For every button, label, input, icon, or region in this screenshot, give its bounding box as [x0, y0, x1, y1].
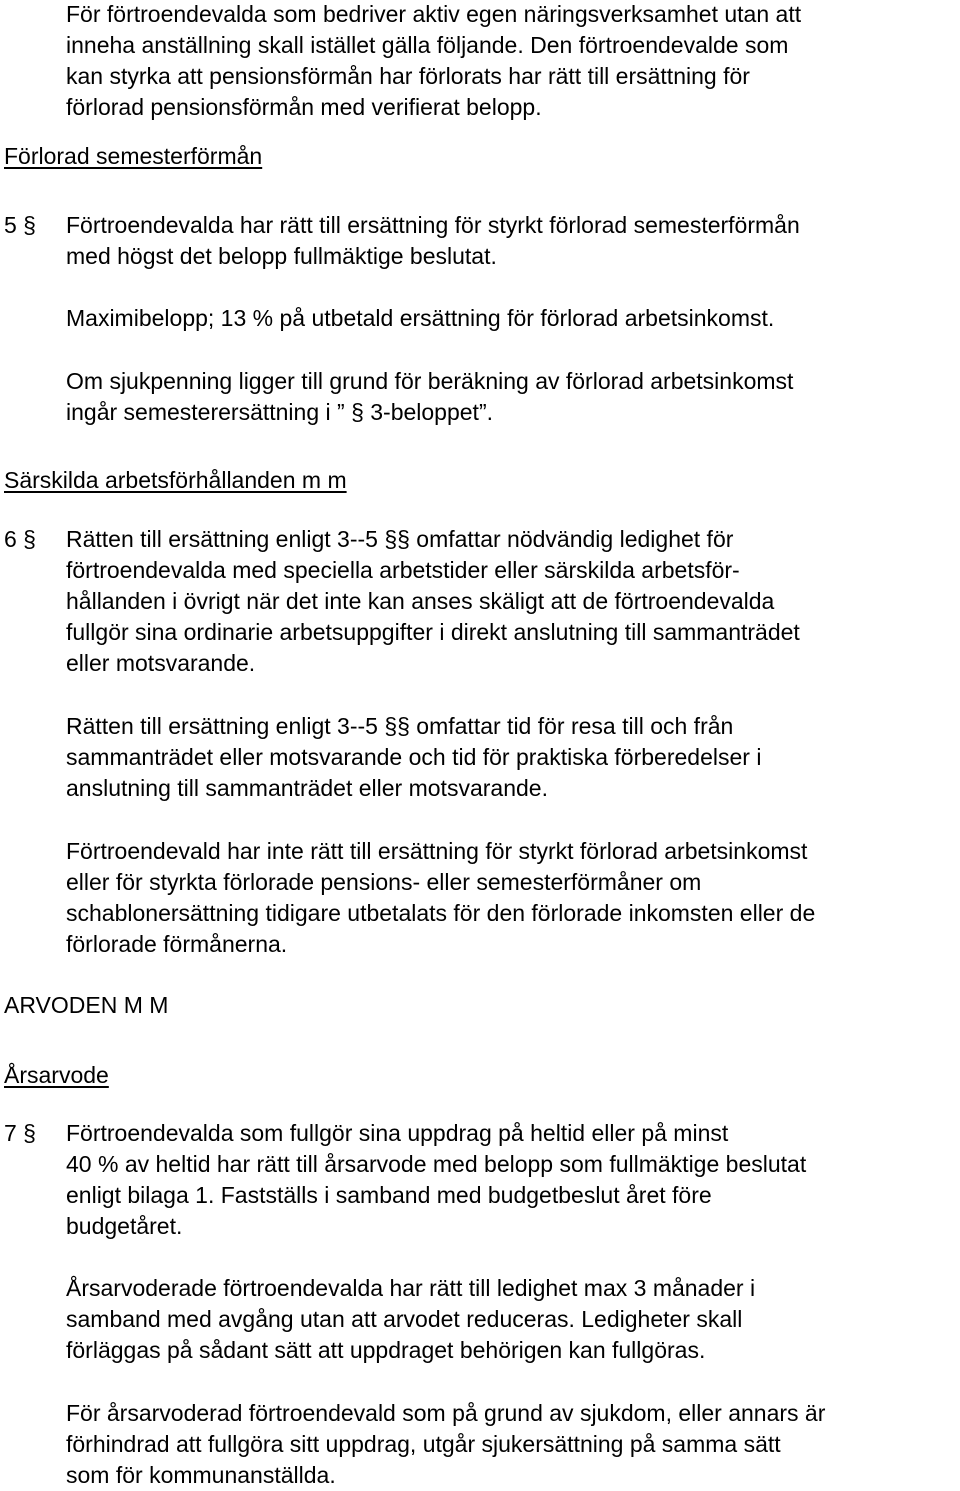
text-line: schablonersättning tidigare utbetalats för den förlorade inkomsten eller de — [66, 900, 816, 926]
flat-rate-paragraph — [66, 836, 956, 960]
text-line: anslutning till sammanträdet eller motsvarande. — [66, 775, 548, 801]
paragraph-number: 7 § — [4, 1120, 36, 1146]
text-line: med högst det belopp fullmäktige beslutat. — [66, 243, 497, 269]
sick-compensation-paragraph — [66, 1398, 956, 1491]
text-line: hållanden i övrigt när det inte kan anses skäligt att de förtroendevalda — [66, 588, 775, 614]
section6-paragraph — [66, 524, 956, 679]
text-line: förlorad pensionsförmån med verifierat belopp. — [66, 94, 542, 120]
section-heading-semester: Förlorad semesterförmån — [4, 143, 263, 169]
max-amount-paragraph — [66, 303, 956, 334]
text-line: förtroendevalda med speciella arbetstider eller särskilda arbetsför- — [66, 557, 740, 583]
text-line: budgetåret. — [66, 1213, 183, 1239]
text-line: samband med avgång utan att arvodet reduceras. Ledigheter skall — [66, 1306, 743, 1332]
text-line: Förtroendevalda som fullgör sina uppdrag på heltid eller på minst — [66, 1120, 729, 1146]
paragraph-number: 6 § — [4, 526, 36, 552]
leave-paragraph — [66, 1273, 956, 1366]
text-line: Årsarvoderade förtroendevalda har rätt till ledighet max 3 månader i — [66, 1275, 756, 1301]
section5-paragraph — [66, 210, 956, 272]
text-line: Förtroendevald har inte rätt till ersättning för styrkt förlorad arbetsinkomst — [66, 838, 808, 864]
text-line: Om sjukpenning ligger till grund för beräkning av förlorad arbetsinkomst — [66, 368, 794, 394]
text-line: ingår semesterersättning i ” § 3-beloppet”. — [66, 399, 493, 425]
text-line: förläggas på sådant sätt att uppdraget behörigen kan fullgöras. — [66, 1337, 706, 1363]
text-line: För förtroendevalda som bedriver aktiv egen näringsverksamhet utan att — [66, 1, 802, 27]
text-line: eller för styrkta förlorade pensions- eller semesterförmåner om — [66, 869, 702, 895]
text-line: Rätten till ersättning enligt 3--5 §§ omfattar tid för resa till och från — [66, 713, 734, 739]
text-line: förlorade förmånerna. — [66, 931, 288, 957]
text-line: inneha anställning skall istället gälla följande. Den förtroendevalde som — [66, 32, 789, 58]
text-line: 40 % av heltid har rätt till årsarvode med belopp som fullmäktige beslutat — [66, 1151, 807, 1177]
text-line: Maximibelopp; 13 % på utbetald ersättning för förlorad arbetsinkomst. — [66, 305, 775, 331]
travel-time-paragraph — [66, 711, 956, 804]
text-line: Förtroendevalda har rätt till ersättning för styrkt förlorad semesterförmån — [66, 212, 800, 238]
text-line: För årsarvoderad förtroendevald som på grund av sjukdom, eller annars är — [66, 1400, 826, 1426]
text-line: kan styrka att pensionsförmån har förlorats har rätt till ersättning för — [66, 63, 750, 89]
paragraph-number: 5 § — [4, 212, 36, 238]
text-line: sammanträdet eller motsvarande och tid för praktiska förberedelser i — [66, 744, 762, 770]
text-line: fullgör sina ordinarie arbetsuppgifter i direkt anslutning till sammanträdet — [66, 619, 800, 645]
text-line: förhindrad att fullgöra sitt uppdrag, utgår sjukersättning på samma sätt — [66, 1431, 781, 1457]
section-heading-sarskilda: Särskilda arbetsförhållanden m m — [4, 467, 347, 493]
intro-paragraph — [66, 0, 956, 123]
text-line: som för kommunanställda. — [66, 1462, 336, 1488]
sick-pay-paragraph — [66, 366, 956, 428]
text-line: eller motsvarande. — [66, 650, 256, 676]
text-line: Rätten till ersättning enligt 3--5 §§ omfattar nödvändig ledighet för — [66, 526, 734, 552]
section7-paragraph — [66, 1118, 956, 1242]
section-heading-arsarvode: Årsarvode — [4, 1062, 109, 1088]
text-line: enligt bilaga 1. Fastställs i samband med budgetbeslut året före — [66, 1182, 712, 1208]
chapter-heading-arvoden: ARVODEN M M — [4, 992, 169, 1018]
